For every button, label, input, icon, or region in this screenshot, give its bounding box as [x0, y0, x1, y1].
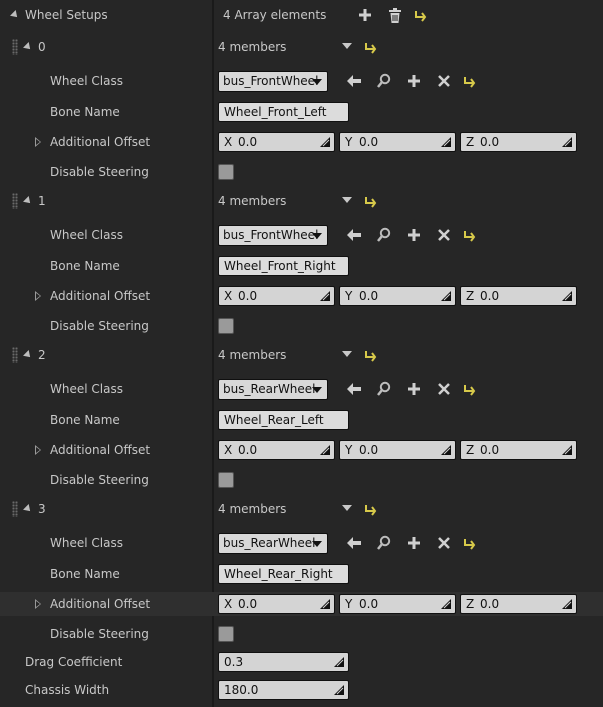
drag-handle-icon[interactable] [320, 445, 330, 455]
reset-to-default-icon[interactable] [359, 37, 381, 57]
bone-name-input[interactable]: Wheel_Rear_Right [218, 564, 349, 584]
bone-name-row [0, 254, 603, 278]
drag-handle-icon[interactable] [441, 291, 451, 301]
wheel-class-label: Wheel Class [50, 382, 123, 396]
offset-z-value: 0.0 [480, 597, 500, 611]
chassis-width-label: Chassis Width [25, 683, 110, 697]
x-axis-label: X [224, 289, 233, 303]
collapse-arrow-icon[interactable] [23, 350, 33, 360]
clear-x-icon[interactable] [433, 71, 455, 91]
wheel-setups-row [0, 3, 603, 27]
browse-search-icon[interactable] [373, 379, 395, 399]
wheel-class-selected: bus_RearWheel [223, 382, 316, 396]
drag-handle-icon[interactable] [320, 291, 330, 301]
offset-z-value: 0.0 [480, 289, 500, 303]
drag-coefficient-value: 0.3 [224, 655, 244, 669]
reset-to-default-icon[interactable] [458, 533, 480, 553]
drag-handle-icon[interactable] [334, 685, 344, 695]
bone-name-input[interactable]: Wheel_Rear_Left [218, 410, 349, 430]
element-index: 2 [38, 348, 46, 362]
drag-handle-icon[interactable] [441, 137, 451, 147]
wheel-class-label: Wheel Class [50, 74, 123, 88]
element-index-wrap[interactable] [24, 35, 46, 59]
bone-name-label: Bone Name [50, 413, 120, 427]
element-members-wrap [218, 35, 286, 59]
disable-steering-wrap [218, 468, 234, 492]
wheel-class-value-wrap [218, 222, 328, 248]
add-asset-icon[interactable] [403, 71, 425, 91]
wheel-class-value-wrap [218, 68, 328, 94]
disable-steering-row [0, 468, 603, 492]
chassis-width-value: 180.0 [224, 683, 259, 697]
bone-name-label: Bone Name [50, 567, 120, 581]
element-members-wrap [218, 343, 286, 367]
clear-x-icon[interactable] [433, 533, 455, 553]
reset-to-default-icon[interactable] [409, 5, 431, 25]
collapse-arrow-icon[interactable] [23, 196, 33, 206]
disable-steering-label: Disable Steering [50, 627, 149, 641]
drag-handle-icon[interactable] [320, 599, 330, 609]
wheel-class-row [0, 68, 603, 94]
y-axis-label: Y [345, 289, 353, 303]
reset-to-default-icon[interactable] [359, 499, 381, 519]
collapse-arrow-icon[interactable] [23, 504, 33, 514]
wheel-class-value-wrap [218, 376, 328, 402]
disable-steering-row [0, 622, 603, 646]
additional-offset-label: Additional Offset [50, 289, 151, 303]
y-axis-label: Y [345, 135, 353, 149]
z-axis-label: Z [466, 597, 475, 611]
bone-name-input[interactable]: Wheel_Front_Right [218, 256, 349, 276]
wheel-class-row [0, 376, 603, 402]
drag-handle-icon[interactable] [562, 445, 572, 455]
reset-to-default-icon[interactable] [458, 71, 480, 91]
x-axis-label: X [224, 135, 233, 149]
element-members-wrap [218, 189, 286, 213]
offset-z-field[interactable] [460, 440, 577, 460]
drag-grip-icon[interactable] [12, 501, 18, 517]
disable-steering-checkbox[interactable] [218, 164, 234, 180]
clear-x-icon[interactable] [433, 225, 455, 245]
element-members-text: 4 members [218, 40, 287, 54]
offset-z-value: 0.0 [480, 443, 500, 457]
use-selected-arrow-icon[interactable] [343, 533, 365, 553]
offset-x-value: 0.0 [238, 443, 258, 457]
use-selected-arrow-icon[interactable] [343, 379, 365, 399]
reset-to-default-icon[interactable] [458, 225, 480, 245]
array-element-header [0, 35, 603, 59]
element-members-text: 4 members [218, 194, 287, 208]
disable-steering-checkbox[interactable] [218, 626, 234, 642]
browse-search-icon[interactable] [373, 533, 395, 553]
disable-steering-wrap [218, 622, 234, 646]
disable-steering-wrap [218, 160, 234, 184]
additional-offset-label: Additional Offset [50, 597, 151, 611]
disable-steering-label: Disable Steering [50, 473, 149, 487]
add-element-icon[interactable] [354, 5, 376, 25]
expand-arrow-icon[interactable] [36, 291, 42, 301]
bone-name-value-wrap [218, 100, 349, 124]
additional-offset-label-wrap[interactable] [36, 438, 150, 462]
chassis-width-field-wrap [218, 678, 349, 702]
reset-to-default-icon[interactable] [359, 345, 381, 365]
offset-x-value: 0.0 [238, 135, 258, 149]
expand-arrow-icon[interactable] [36, 137, 42, 147]
wheel-setups-label-wrap[interactable] [11, 3, 108, 27]
offset-x-field[interactable] [218, 132, 335, 152]
element-index-wrap[interactable] [24, 497, 46, 521]
additional-offset-row [0, 130, 603, 154]
use-selected-arrow-icon[interactable] [343, 225, 365, 245]
offset-z-field[interactable] [460, 132, 577, 152]
wheel-class-row [0, 222, 603, 248]
additional-offset-row [0, 592, 603, 616]
disable-steering-checkbox[interactable] [218, 318, 234, 334]
disable-steering-checkbox[interactable] [218, 472, 234, 488]
chevron-down-icon [312, 79, 322, 85]
element-index: 0 [38, 40, 46, 54]
offset-y-value: 0.0 [359, 597, 379, 611]
bone-name-row [0, 100, 603, 124]
offset-z-field[interactable] [460, 286, 577, 306]
wheel-class-dropdown[interactable] [218, 533, 328, 554]
additional-offset-row [0, 284, 603, 308]
chevron-down-icon [312, 387, 322, 393]
expand-arrow-icon[interactable] [36, 445, 42, 455]
offset-fields [218, 130, 577, 154]
bone-name-label: Bone Name [50, 259, 120, 273]
wheel-class-row [0, 530, 603, 556]
z-axis-label: Z [466, 289, 475, 303]
x-axis-label: X [224, 597, 233, 611]
collapse-arrow-icon[interactable] [23, 42, 33, 52]
drag-coefficient-row [0, 650, 603, 674]
element-members-text: 4 members [218, 348, 287, 362]
array-element-header [0, 189, 603, 213]
offset-y-value: 0.0 [359, 443, 379, 457]
offset-y-field[interactable] [339, 286, 456, 306]
element-menu-chevron-down-icon[interactable] [342, 43, 352, 49]
y-axis-label: Y [345, 597, 353, 611]
chassis-width-row [0, 678, 603, 702]
wheel-class-label: Wheel Class [50, 228, 123, 242]
use-selected-arrow-icon[interactable] [343, 71, 365, 91]
z-axis-label: Z [466, 443, 475, 457]
drag-handle-icon[interactable] [334, 657, 344, 667]
disable-steering-label: Disable Steering [50, 165, 149, 179]
additional-offset-label-wrap[interactable] [36, 130, 150, 154]
reset-to-default-icon[interactable] [359, 191, 381, 211]
browse-search-icon[interactable] [373, 225, 395, 245]
wheel-class-dropdown[interactable] [218, 225, 328, 246]
additional-offset-label-wrap[interactable] [36, 592, 150, 616]
drag-grip-icon[interactable] [12, 39, 18, 55]
drag-handle-icon[interactable] [562, 291, 572, 301]
element-index: 1 [38, 194, 46, 208]
wheel-class-selected: bus_RearWheel [223, 536, 316, 550]
add-asset-icon[interactable] [403, 379, 425, 399]
bone-name-label: Bone Name [50, 105, 120, 119]
y-axis-label: Y [345, 443, 353, 457]
bone-name-input[interactable]: Wheel_Front_Left [218, 102, 349, 122]
wheel-class-label: Wheel Class [50, 536, 123, 550]
bone-name-value-wrap [218, 254, 349, 278]
drag-coefficient-field[interactable] [218, 652, 349, 672]
drag-grip-icon[interactable] [12, 347, 18, 363]
wheel-class-selected: bus_FrontWheel [223, 74, 319, 88]
disable-steering-wrap [218, 314, 234, 338]
offset-x-value: 0.0 [238, 597, 258, 611]
expand-arrow-icon[interactable] [36, 599, 42, 609]
disable-steering-row [0, 160, 603, 184]
z-axis-label: Z [466, 135, 475, 149]
chevron-down-icon [312, 541, 322, 547]
browse-search-icon[interactable] [373, 71, 395, 91]
drag-coefficient-field-wrap [218, 650, 349, 674]
offset-z-field[interactable] [460, 594, 577, 614]
wheel-class-value-wrap [218, 530, 328, 556]
offset-x-field[interactable] [218, 440, 335, 460]
drag-handle-icon[interactable] [441, 599, 451, 609]
collapse-arrow-icon[interactable] [10, 10, 20, 20]
wheel-class-dropdown[interactable] [218, 71, 328, 92]
offset-z-value: 0.0 [480, 135, 500, 149]
wheel-setups-value-wrap [223, 3, 326, 27]
bone-name-row [0, 562, 603, 586]
drag-handle-icon[interactable] [562, 137, 572, 147]
bone-name-value-wrap [218, 408, 349, 432]
offset-x-value: 0.0 [238, 289, 258, 303]
offset-fields [218, 438, 577, 462]
wheel-setups-label: Wheel Setups [25, 8, 108, 22]
offset-x-field[interactable] [218, 594, 335, 614]
disable-steering-row [0, 314, 603, 338]
element-index-wrap[interactable] [24, 343, 46, 367]
reset-to-default-icon[interactable] [458, 379, 480, 399]
drag-handle-icon[interactable] [320, 137, 330, 147]
element-members-wrap [218, 497, 286, 521]
element-menu-chevron-down-icon[interactable] [342, 351, 352, 357]
element-index-wrap[interactable] [24, 189, 46, 213]
drag-handle-icon[interactable] [441, 445, 451, 455]
add-asset-icon[interactable] [403, 533, 425, 553]
element-menu-chevron-down-icon[interactable] [342, 197, 352, 203]
additional-offset-label: Additional Offset [50, 443, 151, 457]
offset-x-field[interactable] [218, 286, 335, 306]
offset-y-field[interactable] [339, 594, 456, 614]
offset-y-value: 0.0 [359, 135, 379, 149]
offset-y-field[interactable] [339, 132, 456, 152]
offset-y-field[interactable] [339, 440, 456, 460]
bone-name-value-wrap [218, 562, 349, 586]
additional-offset-label-wrap[interactable] [36, 284, 150, 308]
chassis-width-field[interactable] [218, 680, 349, 700]
offset-fields [218, 592, 577, 616]
array-element-header [0, 497, 603, 521]
element-menu-chevron-down-icon[interactable] [342, 505, 352, 511]
element-index: 3 [38, 502, 46, 516]
array-element-header [0, 343, 603, 367]
offset-y-value: 0.0 [359, 289, 379, 303]
additional-offset-label: Additional Offset [50, 135, 151, 149]
chevron-down-icon [312, 233, 322, 239]
drag-grip-icon[interactable] [12, 193, 18, 209]
disable-steering-label: Disable Steering [50, 319, 149, 333]
x-axis-label: X [224, 443, 233, 457]
wheel-class-selected: bus_FrontWheel [223, 228, 319, 242]
offset-fields [218, 284, 577, 308]
clear-x-icon[interactable] [433, 379, 455, 399]
array-count-text: 4 Array elements [223, 8, 327, 22]
element-members-text: 4 members [218, 502, 287, 516]
bone-name-row [0, 408, 603, 432]
add-asset-icon[interactable] [403, 225, 425, 245]
additional-offset-row [0, 438, 603, 462]
wheel-class-dropdown[interactable] [218, 379, 328, 400]
drag-coefficient-label: Drag Coefficient [25, 655, 123, 669]
drag-handle-icon[interactable] [562, 599, 572, 609]
trash-icon[interactable] [384, 5, 406, 25]
